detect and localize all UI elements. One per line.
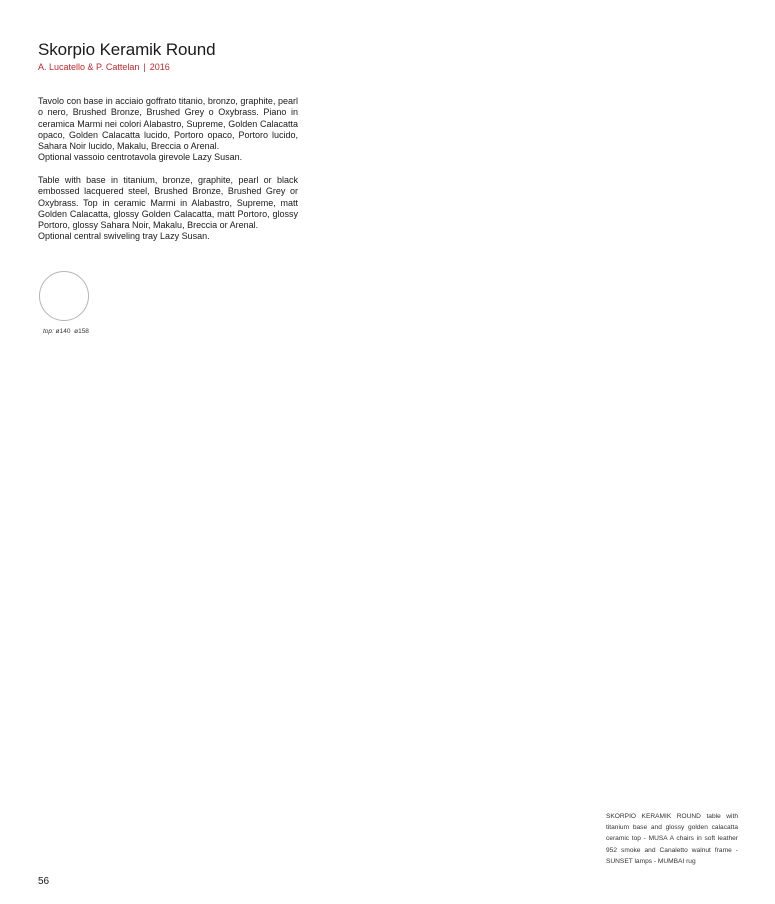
- description-line: Optional vassoio centrotavola girevole Lazy Susan.: [38, 152, 243, 163]
- description-line: Sahara Noir lucido, Makalu, Breccia o Arenal.: [38, 141, 220, 152]
- dimensions-prefix: top:: [43, 328, 54, 335]
- description-line: Tavolo con base in acciaio goffrato titanio, bronzo, graphite, pearl: [38, 96, 298, 106]
- photo-caption: [606, 811, 738, 867]
- caption-line: ceramic top - MUSA A chairs in soft leather: [606, 835, 738, 843]
- dimensions-label: [43, 328, 89, 335]
- description-line: Golden Calacatta, glossy Golden Calacatta, matt Portoro, glossy: [38, 208, 298, 219]
- caption-line: SKORPIO KERAMIK ROUND table with: [606, 813, 738, 820]
- description-line: o nero, Brushed Bronze, Brushed Grey o Oxybrass. Piano in: [38, 107, 298, 118]
- caption-line: 952 smoke and Canaletto walnut frame -: [606, 846, 738, 854]
- caption-line: SUNSET lamps - MUMBAI rug: [606, 857, 696, 865]
- caption-line: titanium base and glossy golden calacatta: [606, 824, 738, 832]
- description-italian: [38, 96, 298, 164]
- round-top-plan-icon: [39, 271, 89, 321]
- description-english: [38, 175, 298, 243]
- description-line: embossed lacquered steel, Brushed Bronze, Brushed Grey or: [38, 186, 298, 197]
- designer-credit: [38, 62, 170, 72]
- description-line: Table with base in titanium, bronze, graphite, pearl or black: [38, 175, 298, 185]
- description-line: Oxybrass. Top in ceramic Marmi in Alabastro, Supreme, matt: [38, 197, 298, 208]
- description-line: opaco, Golden Calacatta lucido, Portoro opaco, Portoro lucido,: [38, 129, 298, 140]
- dimension-value: ø158: [74, 328, 89, 335]
- description-line: ceramica Marmi nei colori Alabastro, Supreme, Golden Calacatta: [38, 118, 298, 129]
- page-number: 56: [38, 876, 50, 887]
- designer-names: A. Lucatello & P. Cattelan: [38, 62, 140, 72]
- description-line: Portoro, glossy Sahara Noir, Makalu, Breccia or Arenal.: [38, 220, 259, 231]
- design-year: 2016: [149, 62, 170, 72]
- description-line: Optional central swiveling tray Lazy Susan.: [38, 231, 210, 242]
- product-title: Skorpio Keramik Round: [38, 40, 216, 59]
- credit-separator: |: [143, 62, 146, 72]
- dimension-value: ø140: [55, 328, 71, 335]
